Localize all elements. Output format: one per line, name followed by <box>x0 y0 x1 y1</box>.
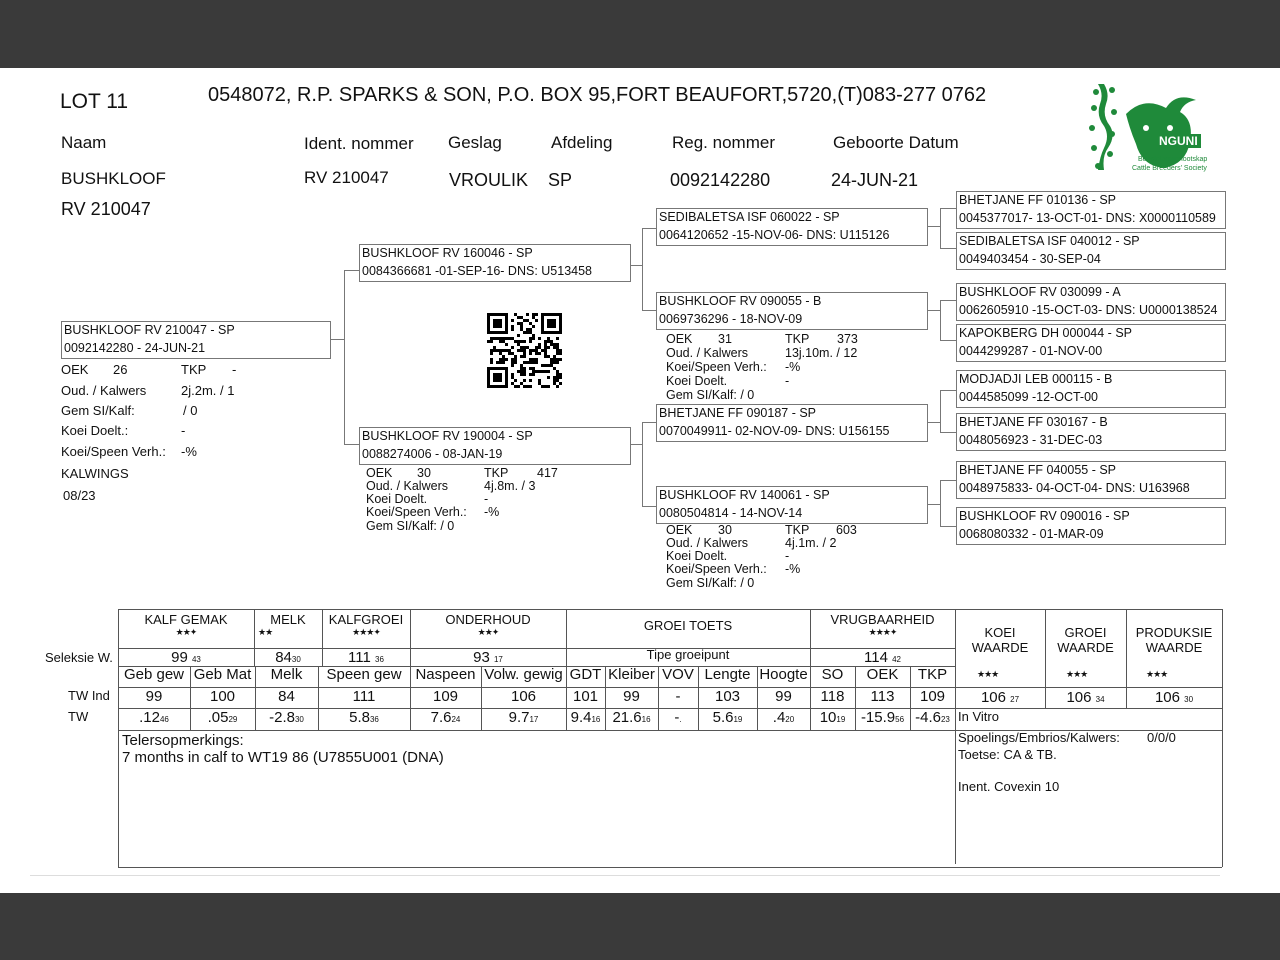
ancestor-name: KAPOKBERG DH 000044 - SP <box>959 326 1132 340</box>
tw-accuracy: 29 <box>228 715 238 724</box>
subject-verh-value: -% <box>181 444 197 459</box>
tw-number: -2.8 <box>269 709 295 726</box>
ancestor-detail: 0068080332 - 01-MAR-09 <box>959 527 1104 541</box>
label-geslag: Geslag <box>448 133 502 152</box>
dam-dam-name: BUSHKLOOF RV 140061 - SP <box>659 488 830 502</box>
logo-name: NGUNI <box>1156 134 1201 148</box>
row-label-seleksie: Seleksie W. <box>45 650 113 665</box>
sire-name: BUSHKLOOF RV 160046 - SP <box>362 246 533 260</box>
sd-verh-value: -% <box>785 360 801 374</box>
sire-dam-name: BUSHKLOOF RV 090055 - B <box>659 294 822 308</box>
label-naam: Naam <box>61 133 107 152</box>
connector <box>344 444 360 445</box>
ancestor-detail: 0048056923 - 31-DEC-03 <box>959 433 1103 447</box>
tw-value <box>481 709 566 726</box>
ancestor-detail: 0048975833- 04-OCT-04- DNS: U163968 <box>959 481 1190 495</box>
connector <box>940 480 941 526</box>
dd-tkp-value: 603 <box>836 523 857 537</box>
group-stars: ★★★✦ <box>868 627 897 637</box>
spoelings-value: 0/0/0 <box>1147 730 1176 745</box>
produksie-waarde-value: 106 30 <box>1154 689 1194 706</box>
top-dark-band <box>0 0 1280 68</box>
tw-ind-value: 99 <box>623 688 640 705</box>
tw-ind-value: 103 <box>714 688 741 705</box>
sire-sire-name: SEDIBALETSA ISF 060022 - SP <box>659 210 840 224</box>
subject-oud-label: Oud. / Kalwers <box>61 383 147 398</box>
connector <box>940 480 956 481</box>
subject-gem-value: / 0 <box>183 403 198 418</box>
ancestor-detail: 0062605910 -15-OCT-03- DNS: U0000138524 <box>959 303 1218 317</box>
ancestor-name: BHETJANE FF 040055 - SP <box>959 463 1117 477</box>
ancestor-name: BUSHKLOOF RV 030099 - A <box>959 285 1121 299</box>
dam-sire-box <box>656 404 928 442</box>
ancestor-box <box>956 413 1226 451</box>
tw-ind-value: 118 <box>820 688 845 705</box>
subject-oud-value: 2j.2m. / 1 <box>181 383 235 398</box>
tw-ind-value: 111 <box>352 688 376 705</box>
in-vitro-label: In Vitro <box>958 709 999 724</box>
table-line <box>1222 609 1223 867</box>
connector <box>940 300 956 301</box>
dam-oud-label: Oud. / Kalwers <box>366 479 448 493</box>
dam-box <box>359 427 631 465</box>
kalwings-value: 08/23 <box>63 488 96 503</box>
value-geslag: VROULIK <box>449 170 529 190</box>
tw-accuracy: 17 <box>529 715 539 724</box>
tw-accuracy: 16 <box>641 715 651 724</box>
koei-waarde-stars: ★★★ <box>977 669 999 679</box>
tw-number: -4.6 <box>915 709 941 726</box>
dam-dam-box <box>656 486 928 524</box>
sd-doelt-value: - <box>785 374 790 388</box>
subject-oek-value: 26 <box>113 362 128 377</box>
dam-verh-label: Koei/Speen Verh.: <box>366 505 467 519</box>
remarks-title: Telersopmerkings: <box>122 732 244 749</box>
connector <box>344 270 345 444</box>
column-header: TKP <box>917 666 948 683</box>
subject-verh-label: Koei/Speen Verh.: <box>61 444 166 459</box>
ancestor-detail: 0045377017- 13-OCT-01- DNS: X0000110589 <box>959 211 1216 225</box>
tw-accuracy: 46 <box>159 715 169 724</box>
tw-ind-value: 109 <box>919 688 946 705</box>
connector <box>940 390 941 432</box>
sire-dam-detail: 0069736296 - 18-NOV-09 <box>659 312 803 326</box>
connector <box>642 506 656 507</box>
tw-number: 21.6 <box>612 709 642 726</box>
ancestor-box <box>956 324 1226 362</box>
sd-oud-label: Oud. / Kalwers <box>666 346 748 360</box>
tw-accuracy: . <box>679 715 682 724</box>
tw-value <box>810 709 855 726</box>
groei-waarde-value: 106 34 <box>1066 689 1105 706</box>
connector <box>940 390 956 391</box>
tw-accuracy: 20 <box>785 715 795 724</box>
tw-number: .4 <box>772 709 786 726</box>
connector <box>642 228 656 229</box>
group-groei-toets <box>566 618 810 633</box>
sire-detail: 0084366681 -01-SEP-16- DNS: U513458 <box>362 264 593 278</box>
column-header: Geb Mat <box>193 666 252 683</box>
tw-ind-value: 106 <box>510 688 537 705</box>
group-melk <box>254 612 322 638</box>
lot-number: LOT 11 <box>60 90 129 113</box>
qr-code <box>481 313 569 388</box>
tw-ind-value: 84 <box>278 688 295 705</box>
remarks-text: 7 months in calf to WT19 86 (U7855U001 (DNA) <box>122 749 444 766</box>
label-reg: Reg. nommer <box>672 133 775 152</box>
group-kalf-gemak <box>118 612 254 638</box>
label-geboorte: Geboorte Datum <box>833 133 959 152</box>
connector <box>642 422 656 423</box>
sd-oud-value: 13j.10m. / 12 <box>785 346 858 360</box>
tw-accuracy: 24 <box>451 715 461 724</box>
connector <box>940 432 956 433</box>
ancestor-box <box>956 370 1226 408</box>
group-stars: ★★✦ <box>477 627 499 637</box>
column-header: Speen gew <box>326 666 402 683</box>
sd-verh-label: Koei/Speen Verh.: <box>666 360 767 374</box>
tw-number: 5.8 <box>349 709 370 726</box>
ancestor-box <box>956 232 1226 270</box>
waarde-label: PRODUKSIE <box>1135 625 1213 640</box>
tw-number: -15.9 <box>860 709 896 726</box>
dam-gem: Gem SI/Kalf: / 0 <box>366 519 455 533</box>
column-header: VOV <box>662 666 694 683</box>
ancestor-name: MODJADJI LEB 000115 - B <box>959 372 1113 386</box>
connector <box>642 422 643 506</box>
koei-waarde-header <box>955 625 1045 655</box>
logo-line1: Beestelersgenootskap <box>1138 156 1208 163</box>
connector <box>940 300 941 340</box>
group-stars: ★★★✦ <box>352 627 380 637</box>
label-afdeling: Afdeling <box>551 133 613 152</box>
ancestor-detail: 0049403454 - 30-SEP-04 <box>959 252 1101 266</box>
catalogue-sheet <box>0 68 1280 893</box>
column-header: Geb gew <box>123 666 185 683</box>
value-naam: BUSHKLOOF <box>61 169 166 188</box>
column-header: Lengte <box>704 666 751 683</box>
sd-oek-label: OEK <box>666 332 693 346</box>
tw-number: 9.7 <box>508 709 530 726</box>
toetse-text: Toetse: CA & TB. <box>958 747 1057 762</box>
subject-gem-label: Gem SI/Kalf: <box>61 403 135 418</box>
connector <box>940 208 956 209</box>
tw-value <box>410 709 481 726</box>
group-stars: ★★✦ <box>175 627 197 637</box>
tw-accuracy: 23 <box>940 715 950 724</box>
group-vrugbaarheid <box>810 612 955 638</box>
subject-detail: 0092142280 - 24-JUN-21 <box>64 341 206 355</box>
column-header: Naspeen <box>415 666 476 683</box>
ancestor-name: BHETJANE FF 010136 - SP <box>959 193 1117 207</box>
dam-doelt-label: Koei Doelt. <box>366 492 428 506</box>
dd-tkp-label: TKP <box>785 523 810 537</box>
connector <box>926 504 940 505</box>
dd-oud-value: 4j.1m. / 2 <box>785 536 837 550</box>
connector <box>926 422 940 423</box>
value-ident: RV 210047 <box>304 168 389 187</box>
connector <box>940 340 956 341</box>
waarde-label: WAARDE <box>1057 640 1114 655</box>
produksie-waarde-header <box>1126 625 1222 655</box>
dd-oek-value: 30 <box>718 523 732 537</box>
breeder-details: 0548072, R.P. SPARKS & SON, P.O. BOX 95,FORT BEAUFORT,5720,(T)083-277 0762 <box>208 84 987 106</box>
sire-sire-box <box>656 208 928 246</box>
table-line <box>118 867 1222 868</box>
sd-gem: Gem SI/Kalf: / 0 <box>666 388 755 402</box>
bottom-dark-band <box>0 893 1280 960</box>
sd-tkp-value: 373 <box>837 332 858 346</box>
tw-number: 5.6 <box>712 709 734 726</box>
dam-name: BUSHKLOOF RV 190004 - SP <box>362 429 533 443</box>
waarde-label: WAARDE <box>971 640 1029 655</box>
connector <box>330 339 344 340</box>
subject-tkp-label: TKP <box>181 362 207 377</box>
group-label: KALF GEMAK <box>144 612 228 627</box>
tw-value <box>190 709 255 726</box>
ancestor-name: SEDIBALETSA ISF 040012 - SP <box>959 234 1140 248</box>
group-label: MELK <box>270 612 306 627</box>
tw-accuracy: 30 <box>294 715 304 724</box>
tw-accuracy: 19 <box>733 715 743 724</box>
dd-verh-label: Koei/Speen Verh.: <box>666 562 767 576</box>
column-header: SO <box>821 666 844 683</box>
tw-value <box>757 709 810 726</box>
label-ident: Ident. nommer <box>304 134 414 153</box>
row-label-tw-ind: TW Ind <box>68 688 110 703</box>
groei-waarde-header <box>1045 625 1126 655</box>
tw-number: .12 <box>139 709 160 726</box>
sd-oek-value: 31 <box>718 332 732 346</box>
connector <box>940 248 956 249</box>
qr-code-icon <box>481 313 569 388</box>
dam-oek-value: 30 <box>417 466 431 480</box>
tw-ind-value: 99 <box>145 688 163 705</box>
tw-number: 7.6 <box>430 709 452 726</box>
group-value: 114 42 <box>864 649 901 666</box>
sire-sire-detail: 0064120652 -15-NOV-06- DNS: U115126 <box>659 228 890 242</box>
subject-oek-label: OEK <box>61 362 89 377</box>
tw-value <box>566 709 605 726</box>
waarde-label: GROEI <box>1064 625 1107 640</box>
tipe-groeipunt: Tipe groeipunt <box>646 647 730 662</box>
value-geboorte: 24-JUN-21 <box>831 170 919 190</box>
waarde-label: WAARDE <box>1145 640 1203 655</box>
subject-doelt-value: - <box>181 423 186 438</box>
tw-accuracy: 16 <box>591 715 601 724</box>
group-value: 111 36 <box>348 649 384 666</box>
dam-dam-detail: 0080504814 - 14-NOV-14 <box>659 506 803 520</box>
connector <box>344 270 360 271</box>
tw-number: .05 <box>207 709 229 726</box>
spoelings-label: Spoelings/Embrios/Kalwers: <box>958 730 1120 745</box>
tw-value <box>855 709 910 726</box>
dd-verh-value: -% <box>785 562 801 576</box>
sd-doelt-label: Koei Doelt. <box>666 374 728 388</box>
tw-accuracy: 56 <box>895 715 905 724</box>
dam-detail: 0088274006 - 08-JAN-19 <box>362 447 503 461</box>
dam-sire-name: BHETJANE FF 090187 - SP <box>659 406 817 420</box>
value-afdeling: SP <box>548 170 573 190</box>
dam-tkp-label: TKP <box>484 466 509 480</box>
group-onderhoud <box>410 612 566 638</box>
dd-gem: Gem SI/Kalf: / 0 <box>666 576 755 590</box>
connector <box>642 228 643 310</box>
tw-number: 9.4 <box>570 709 592 726</box>
dam-oud-value: 4j.8m. / 3 <box>484 479 536 493</box>
tw-ind-value: 113 <box>870 688 895 705</box>
tw-number: - <box>674 709 680 726</box>
dd-oek-label: OEK <box>666 523 693 537</box>
dd-oud-label: Oud. / Kalwers <box>666 536 748 550</box>
tw-value <box>118 709 190 726</box>
ancestor-name: BUSHKLOOF RV 090016 - SP <box>959 509 1130 523</box>
tw-accuracy: 19 <box>836 715 846 724</box>
sire-box <box>359 244 631 282</box>
dam-sire-detail: 0070049911- 02-NOV-09- DNS: U156155 <box>659 424 890 438</box>
footer-rule <box>30 875 1220 876</box>
tw-ind-value: 100 <box>209 688 236 705</box>
group-label: KALFGROEI <box>328 612 404 627</box>
column-header: Kleiber <box>608 666 655 683</box>
tw-value <box>698 709 757 726</box>
dam-doelt-value: - <box>484 492 489 506</box>
tw-ind-value: - <box>675 688 681 705</box>
dd-doelt-value: - <box>785 549 790 563</box>
value-reg: 0092142280 <box>670 170 771 190</box>
ancestor-box <box>956 283 1226 321</box>
group-label: GROEI TOETS <box>643 618 733 633</box>
ancestor-box <box>956 507 1226 545</box>
waarde-label: KOEI <box>984 625 1016 640</box>
tw-value <box>605 709 658 726</box>
dam-tkp-value: 417 <box>537 466 558 480</box>
tw-value <box>658 709 698 726</box>
groei-waarde-stars: ★★★ <box>1066 669 1088 679</box>
connector <box>940 526 956 527</box>
table-line <box>118 609 1222 610</box>
produksie-waarde-stars: ★★★ <box>1146 669 1168 679</box>
tw-number: 10 <box>819 709 837 726</box>
dam-oek-label: OEK <box>366 466 393 480</box>
dam-verh-value: -% <box>484 505 500 519</box>
sd-tkp-label: TKP <box>785 332 810 346</box>
table-line <box>118 609 119 867</box>
tw-accuracy: 36 <box>369 715 379 724</box>
group-value: 93 17 <box>473 649 503 666</box>
kalwings-label: KALWINGS <box>61 466 129 481</box>
connector <box>926 226 940 227</box>
nguni-logo <box>1082 78 1232 182</box>
tw-value <box>318 709 410 726</box>
tw-ind-value: 101 <box>572 688 599 705</box>
group-stars: ★★ <box>258 627 273 637</box>
subject-box <box>61 321 331 359</box>
inent-text: Inent. Covexin 10 <box>958 779 1060 794</box>
group-label: ONDERHOUD <box>445 612 531 627</box>
ancestor-name: BHETJANE FF 030167 - B <box>959 415 1108 429</box>
subject-doelt-label: Koei Doelt.: <box>61 423 129 438</box>
connector <box>940 208 941 248</box>
tattoo-number: RV 210047 <box>61 199 151 219</box>
subject-tkp-value: - <box>232 362 237 377</box>
column-header: Volw. gewig <box>484 666 563 683</box>
sire-dam-box <box>656 292 928 330</box>
subject-name: BUSHKLOOF RV 210047 - SP <box>64 323 235 337</box>
ancestor-detail: 0044585099 -12-OCT-00 <box>959 390 1098 404</box>
row-label-tw: TW <box>68 709 89 724</box>
group-label: VRUGBAARHEID <box>830 612 935 627</box>
tw-value <box>255 709 318 726</box>
column-header: Hoogte <box>759 666 808 683</box>
logo-line2: Cattle Breeders' Society <box>1132 165 1207 172</box>
connector <box>926 310 940 311</box>
tw-value <box>910 709 955 726</box>
dd-doelt-label: Koei Doelt. <box>666 549 728 563</box>
tw-ind-value: 109 <box>432 688 459 705</box>
tw-ind-value: 99 <box>775 688 792 705</box>
column-header: Melk <box>270 666 303 683</box>
column-header: OEK <box>866 666 899 683</box>
group-value: 99 43 <box>171 649 201 666</box>
connector <box>642 310 656 311</box>
group-kalfgroei <box>322 612 410 638</box>
column-header: GDT <box>569 666 602 683</box>
group-value: 8430 <box>275 649 301 666</box>
ancestor-detail: 0044299287 - 01-NOV-00 <box>959 344 1103 358</box>
ancestor-box <box>956 191 1226 229</box>
koei-waarde-value: 106 27 <box>980 689 1020 706</box>
ancestor-box <box>956 461 1226 499</box>
